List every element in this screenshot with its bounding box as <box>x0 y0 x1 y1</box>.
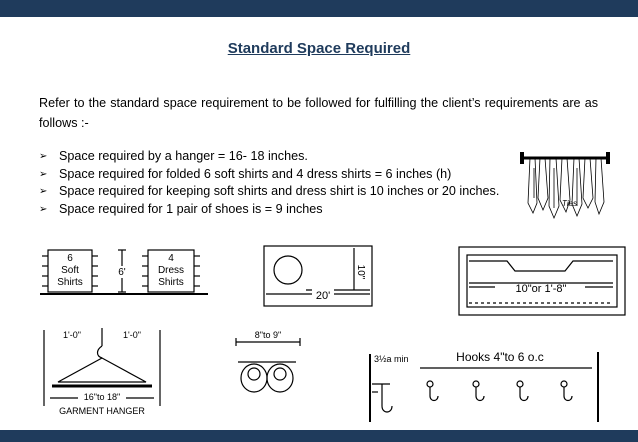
hanger-width-label: 16"to 18" <box>83 392 121 402</box>
arrow-bullet-icon: ➢ <box>39 168 48 180</box>
hanger-illustration <box>40 326 166 416</box>
table-illustration <box>258 242 378 314</box>
shirts-left-type: Soft <box>61 265 79 276</box>
ties-label: Ties <box>562 199 578 208</box>
shoes-dimension-label: 8"to 9" <box>254 330 282 340</box>
list-item: ➢ Space required by a hanger = 16- 18 inches. <box>39 148 539 166</box>
hanger-caption: GARMENT HANGER <box>59 406 145 416</box>
arrow-bullet-icon: ➢ <box>39 186 48 197</box>
shirts-left-count: 6 <box>67 253 73 264</box>
shirts-illustration <box>36 244 212 300</box>
list-item: ➢ Space required for folded 6 soft shirts and 4 dress shirts = 6 inches (h) <box>39 166 539 184</box>
arrow-bullet-icon: ➢ <box>39 151 48 162</box>
top-banner-bar <box>0 0 638 17</box>
arrow-bullet-icon: ➢ <box>39 203 48 215</box>
page-title: Standard Space Required <box>227 40 411 57</box>
hooks-min-label: 3½a min <box>374 354 409 364</box>
list-item: ➢ Space required for 1 pair of shoes is = 9 inches <box>39 201 539 219</box>
table-width-label: 20' <box>315 290 331 302</box>
drawer-illustration <box>455 243 631 319</box>
shirts-left-word: Shirts <box>57 277 83 288</box>
shirts-right-count: 4 <box>168 253 174 264</box>
hooks-illustration <box>360 344 612 424</box>
shirts-right-word: Shirts <box>158 277 184 288</box>
table-height-label: 10" <box>355 264 366 280</box>
bottom-banner-bar <box>0 430 638 442</box>
hanger-right-dimension: 1'-0" <box>123 330 141 340</box>
drawer-width-label: 10"or 1'-8" <box>515 283 567 295</box>
hooks-label: Hooks 4"to 6 o.c <box>456 350 544 364</box>
ties-illustration <box>520 128 610 228</box>
intro-paragraph: Refer to the standard space requirement to be followed for fulfilling the client’s requirements are as follows :- <box>39 96 598 130</box>
hanger-left-dimension: 1'-0" <box>63 330 81 340</box>
list-item: ➢ Space required for keeping soft shirts and dress shirt is 10 inches or 20 inches. <box>39 183 539 201</box>
shoes-illustration <box>228 326 308 398</box>
shirts-dimension: 6' <box>118 267 126 278</box>
requirement-list <box>39 148 539 218</box>
shirts-right-type: Dress <box>157 265 185 276</box>
